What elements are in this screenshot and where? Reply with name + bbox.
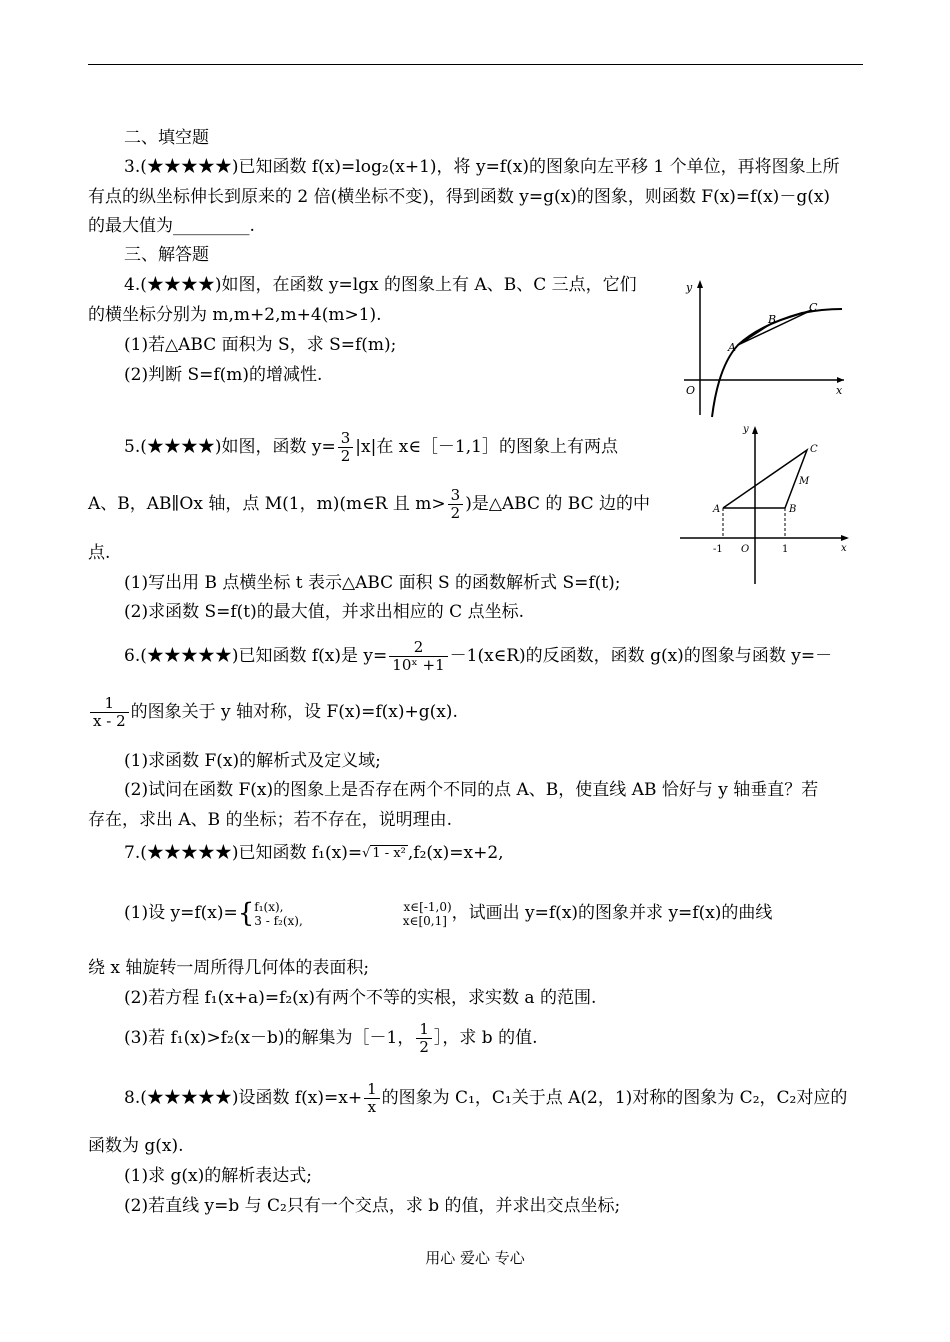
q5-abs-graph [675, 420, 855, 588]
q7-line3: 绕 x 轴旋转一周所得几何体的表面积; [88, 958, 370, 978]
q5-frac2-den: 2 [448, 504, 464, 522]
q6-frac2-den: x - 2 [90, 712, 129, 730]
q5-triangle [723, 450, 807, 508]
q4-line2: 的横坐标分别为 m,m+2,m+4(m>1). [88, 305, 382, 325]
q5-tick-pos1: 1 [782, 544, 789, 555]
q7-line2 [124, 897, 772, 930]
q5-line4: (1)写出用 B 点横坐标 t 表示△ABC 面积 S 的函数解析式 S=f(t); [124, 573, 621, 593]
section-fill-title: 二、填空题 [124, 128, 209, 148]
q4-y-arrow [697, 280, 703, 288]
q6-frac1-den: 10ˣ +1 [389, 656, 447, 674]
q5-fraction-3-2 [338, 430, 354, 465]
q5-point-c: C [810, 444, 818, 455]
q7-frac-den: 2 [416, 1038, 432, 1056]
q7-frac-num: 1 [419, 1020, 429, 1038]
q4-log-curve [712, 309, 842, 417]
q5-x-label: x [841, 543, 847, 554]
q4-point-a: A [728, 341, 736, 354]
q5-y-arrow [752, 426, 758, 434]
q7-line1-b: ,f₂(x)=x+2, [407, 843, 504, 863]
q5-line3: 点. [88, 543, 111, 563]
q6-fraction-1 [389, 639, 447, 674]
q4-line3: (1)若△ABC 面积为 S，求 S=f(m); [124, 335, 397, 355]
q7-line2-b: ，试画出 y=f(x)的图象并求 y=f(x)的曲线 [451, 903, 773, 923]
q8-fraction [364, 1081, 380, 1116]
q4-x-label: x [836, 384, 843, 397]
q4-log-graph [672, 275, 852, 420]
q6-line3: (1)求函数 F(x)的解析式及定义域; [124, 751, 381, 771]
q6-line2 [88, 692, 458, 732]
page-footer: 用心 爱心 专心 [425, 1249, 525, 1267]
q4-x-arrow [837, 377, 844, 383]
q5-line5: (2)求函数 S=f(t)的最大值，并求出相应的 C 点坐标. [124, 602, 524, 622]
q5-tick-neg1: -1 [713, 544, 723, 555]
q5-frac1-num: 3 [340, 429, 351, 447]
q6-frac1-num: 2 [413, 638, 424, 656]
q5-frac1-den: 2 [338, 447, 354, 465]
q3-line3: 的最大值为_________. [88, 216, 255, 236]
q4-point-c: C [809, 301, 818, 314]
q6-line5: 存在，求出 A、B 的坐标；若不存在，说明理由. [88, 810, 452, 830]
q8-line3: (1)求 g(x)的解析表达式; [124, 1166, 312, 1186]
q8-line2: 函数为 g(x). [88, 1136, 184, 1156]
q5-point-b: B [789, 504, 797, 515]
q5-y-label: y [743, 424, 749, 435]
q7-line4: (2)若方程 f₁(x+a)=f₂(x)有两个不等的实根，求实数 a 的范围. [124, 988, 597, 1008]
q7-piecewise [254, 900, 451, 928]
q7-sqrt: √ 1 - x² [362, 845, 406, 861]
q4-line4: (2)判断 S=f(m)的增减性. [124, 365, 323, 385]
q7-fraction-half [416, 1021, 432, 1056]
q7-pw1-domain: x∈[-1,0) [403, 899, 452, 914]
q5-line2-a: A、B，AB∥Ox 轴，点 M(1，m)(m∈R 且 m> [88, 494, 446, 514]
q7-line5-a: (3)若 f₁(x)>f₂(x－b)的解集为［－1， [124, 1028, 415, 1048]
q8-line1-b: 的图象为 C₁，C₁关于点 A(2，1)对称的图象为 C₂，C₂对应的 [381, 1088, 848, 1108]
q5-line1-b: |x|在 x∈［－1,1］的图象上有两点 [355, 437, 618, 457]
q8-frac-den: x [364, 1098, 380, 1116]
q5-frac2-num: 3 [450, 486, 461, 504]
q4-point-b: B [768, 313, 777, 326]
q6-line1-b: －1(x∈R)的反函数，函数 g(x)的图象与函数 y=－ [449, 646, 833, 666]
q7-line1 [124, 838, 504, 869]
q7-sqrt-value: 1 - x² [372, 845, 406, 861]
q4-line1: 4.(★★★★)如图，在函数 y=lgx 的图象上有 A、B、C 三点，它们 [124, 275, 637, 295]
q6-line1 [124, 636, 832, 676]
q7-brace: { [237, 898, 255, 929]
q5-x-arrow [841, 535, 849, 541]
q7-line5-b: ］，求 b 的值. [433, 1028, 538, 1048]
q8-line4: (2)若直线 y=b 与 C₂只有一个交点，求 b 的值，并求出交点坐标; [124, 1196, 621, 1216]
q5-point-m: M [799, 476, 810, 487]
q8-line1-a: 8.(★★★★★)设函数 f(x)=x+ [124, 1088, 363, 1108]
q7-pw1: f₁(x), [254, 899, 284, 914]
section-answer-title: 三、解答题 [124, 245, 209, 265]
header-rule [88, 64, 863, 65]
q7-line1-a: 7.(★★★★★)已知函数 f₁(x)= [124, 843, 363, 863]
q6-line2-b: 的图象关于 y 轴对称，设 F(x)=f(x)+g(x). [130, 702, 458, 722]
q8-frac-num: 1 [367, 1080, 377, 1098]
q6-line4: (2)试问在函数 F(x)的图象上是否存在两个不同的点 A、B，使直线 AB 恰好与 y 轴垂直？若 [124, 780, 819, 800]
q6-fraction-2 [90, 695, 129, 730]
q3-line1: 3.(★★★★★)已知函数 f(x)=log₂(x+1)，将 y=f(x)的图象向左平移 1 个单位，再将图象上所 [124, 157, 840, 177]
q6-line1-a: 6.(★★★★★)已知函数 f(x)是 y= [124, 646, 388, 666]
q6-frac2-num: 1 [104, 694, 115, 712]
q5-fraction-m [448, 487, 464, 522]
q7-line2-a: (1)设 y=f(x)= [124, 903, 238, 923]
q5-line2 [88, 486, 650, 522]
q7-line5 [124, 1020, 538, 1056]
q5-point-a: A [713, 504, 721, 515]
q5-line2-b: )是△ABC 的 BC 边的中 [465, 494, 651, 514]
q3-line2: 有点的纵坐标伸长到原来的 2 倍(横坐标不变)，得到函数 y=g(x)的图象，则函数 F(x)=f(x)－g(x) [88, 187, 831, 207]
q5-origin-label: O [741, 544, 750, 555]
q7-pw2-domain: x∈[0,1] [402, 913, 447, 928]
q5-line1-a: 5.(★★★★)如图，函数 y= [124, 437, 336, 457]
q7-pw2: 3 - f₂(x), [254, 913, 303, 928]
q5-line1 [124, 429, 618, 465]
q4-y-label: y [686, 281, 693, 294]
q4-origin-label: O [686, 384, 696, 397]
q8-line1 [124, 1080, 847, 1116]
